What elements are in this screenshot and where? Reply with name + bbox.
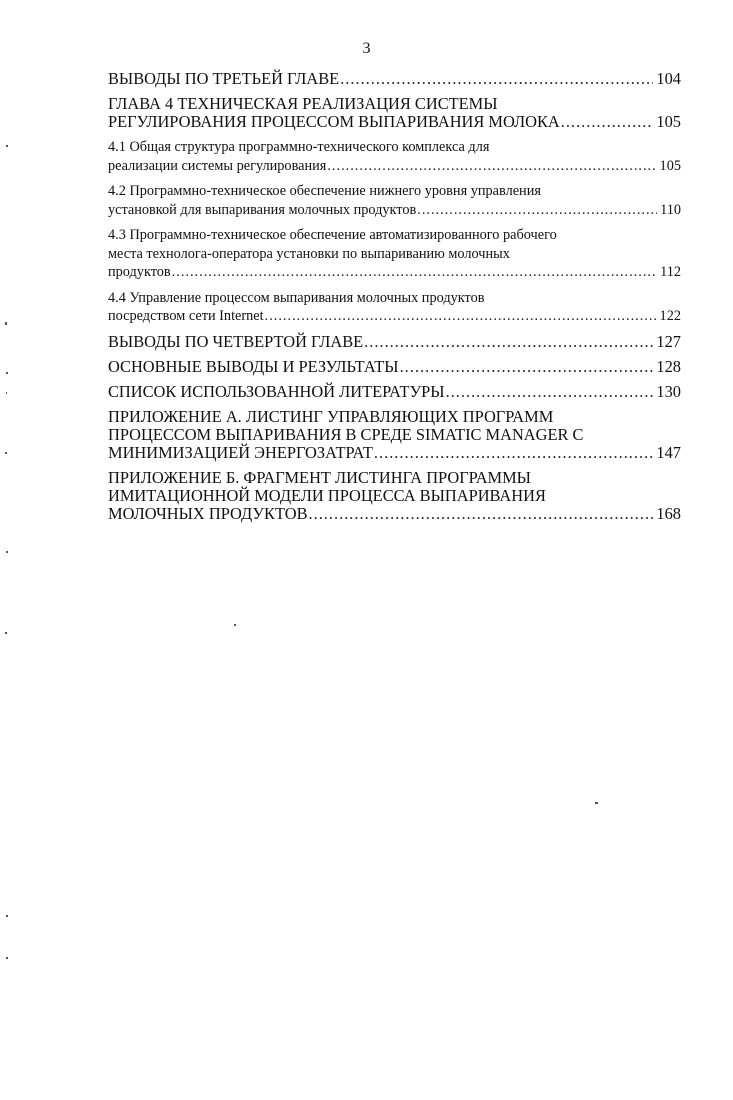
toc-entry-page: 130 [656, 381, 681, 401]
toc-entry-title: РЕГУЛИРОВАНИЯ ПРОЦЕССОМ ВЫПАРИВАНИЯ МОЛОКА [108, 112, 560, 131]
toc-entry-last-line [108, 201, 681, 220]
toc-entry[interactable] [108, 333, 681, 351]
toc-entry-page: 112 [660, 264, 681, 280]
toc-entry[interactable] [108, 358, 681, 376]
toc-entry-title-line: ПРИЛОЖЕНИЕ Б. ФРАГМЕНТ ЛИСТИНГА ПРОГРАММЫ [108, 467, 531, 487]
toc-entry-title: посредством сети Internet [108, 308, 264, 324]
toc-entry-last-line [108, 333, 681, 351]
toc-entry-title: ВЫВОДЫ ПО ТРЕТЬЕЙ ГЛАВЕ [108, 69, 340, 88]
toc-entry-last-line [108, 444, 681, 462]
toc-entry-title-line: 4.4 Управление процессом выпаривания молочных продуктов [108, 289, 485, 306]
toc-entry-title-line: ПРОЦЕССОМ ВЫПАРИВАНИЯ В СРЕДЕ SIMATIC MANAGER С [108, 424, 584, 444]
toc-entry-last-line [108, 113, 681, 131]
toc-entry-page: 104 [656, 69, 681, 88]
toc-entry-title-line: ГЛАВА 4 ТЕХНИЧЕСКАЯ РЕАЛИЗАЦИЯ СИСТЕМЫ [108, 94, 498, 113]
toc-entry-title-line: 4.1 Общая структура программно-технического комплекса для [108, 139, 490, 155]
toc-entry[interactable] [108, 469, 681, 523]
dot-leader [417, 201, 657, 220]
toc-entry-last-line [108, 383, 681, 401]
toc-entry-page: 110 [660, 201, 681, 218]
dot-leader [400, 358, 654, 376]
dot-leader [340, 70, 653, 88]
toc-entry-last-line [108, 70, 681, 88]
toc-entry-title-line: 4.3 Программно-техническое обеспечение автоматизированного рабочего [108, 227, 557, 243]
toc-entry-last-line [108, 358, 681, 376]
toc-entry-page: 105 [656, 112, 681, 131]
dot-leader [446, 383, 654, 401]
toc-entry[interactable] [108, 182, 681, 219]
toc-entry-last-line [108, 505, 681, 523]
dot-leader [327, 157, 656, 176]
toc-entry-title-line: ПРИЛОЖЕНИЕ А. ЛИСТИНГ УПРАВЛЯЮЩИХ ПРОГРАММ [108, 406, 554, 426]
toc-entry-title-line: 4.2 Программно-техническое обеспечение нижнего уровня управления [108, 183, 541, 199]
toc-entry-page: 147 [656, 442, 681, 462]
toc-entry-last-line [108, 157, 681, 176]
toc-entry-title: СПИСОК ИСПОЛЬЗОВАННОЙ ЛИТЕРАТУРЫ [108, 381, 445, 401]
toc-entry[interactable] [108, 289, 681, 326]
dot-leader [309, 505, 654, 523]
toc-entry-title: МИНИМИЗАЦИЕЙ ЭНЕРГОЗАТРАТ [108, 442, 373, 462]
toc-entry-title-line: места технолога-оператора установки по выпариванию молочных [108, 245, 510, 262]
toc-entry-page: 105 [659, 157, 681, 174]
toc-entry-page: 128 [656, 356, 681, 376]
dot-leader [265, 307, 657, 326]
toc-entry-title: продуктов [108, 264, 171, 280]
toc-entry-page: 168 [656, 503, 681, 523]
page-number: 3 [362, 40, 371, 57]
toc-entry-title: установкой для выпаривания молочных продуктов [108, 201, 417, 218]
toc-entry[interactable] [108, 138, 681, 175]
dot-leader [374, 444, 654, 462]
dot-leader [172, 263, 657, 282]
toc-entry-title-line: ИМИТАЦИОННОЙ МОДЕЛИ ПРОЦЕССА ВЫПАРИВАНИЯ [108, 485, 546, 505]
toc-entry[interactable] [108, 383, 681, 401]
toc-entry-page: 122 [659, 308, 681, 324]
toc-entry-title: МОЛОЧНЫХ ПРОДУКТОВ [108, 503, 308, 523]
toc-entry[interactable] [108, 226, 681, 282]
toc-entry-last-line [108, 263, 681, 282]
toc-entry[interactable] [108, 95, 681, 131]
toc-entry-title: реализации системы регулирования [108, 157, 327, 174]
dot-leader [364, 333, 653, 351]
table-of-contents [108, 70, 681, 530]
toc-entry-title: ВЫВОДЫ ПО ЧЕТВЕРТОЙ ГЛАВЕ [108, 331, 364, 351]
toc-entry-title: ОСНОВНЫЕ ВЫВОДЫ И РЕЗУЛЬТАТЫ [108, 356, 399, 376]
toc-entry[interactable] [108, 70, 681, 88]
dot-leader [561, 113, 654, 131]
toc-entry-page: 127 [656, 331, 681, 351]
toc-entry[interactable] [108, 408, 681, 462]
toc-entry-last-line [108, 307, 681, 326]
